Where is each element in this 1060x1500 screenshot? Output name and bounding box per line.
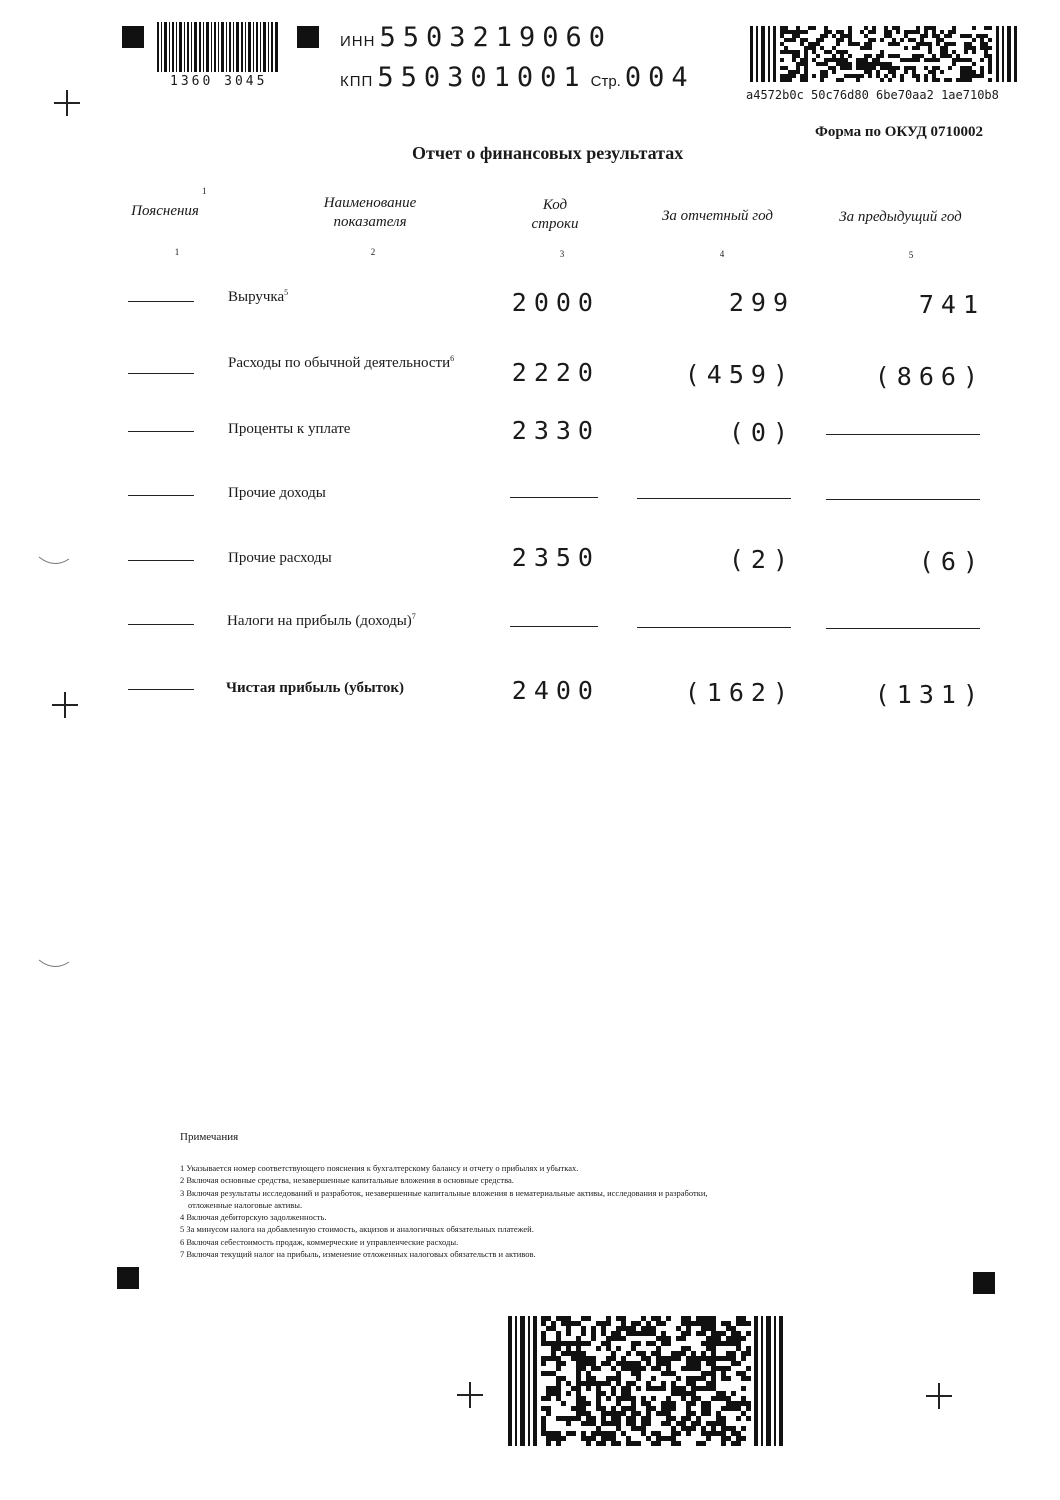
- explanation-dash: [128, 431, 194, 432]
- row-current-year-value: (459): [684, 360, 795, 389]
- crosshair-mark-bottom-left: [457, 1382, 483, 1408]
- form-okud-code: Форма по ОКУД 0710002: [815, 124, 984, 140]
- barcode-number: 1360 3045: [170, 74, 268, 89]
- note-item: 1 Указывается номер соответствующего пояснения к бухгалтерскому балансу и отчету о прибылях и убытках.: [180, 1163, 579, 1173]
- notes-title: Примечания: [180, 1131, 239, 1143]
- row-name-income-tax: Налоги на прибыль (доходы)$^7$: [227, 612, 416, 629]
- row-name-interest-payable: Проценты к уплате: [228, 421, 351, 437]
- report-title: Отчет о финансовых результатах: [412, 143, 684, 163]
- row-previous-year-dash: [826, 499, 980, 500]
- row-code: 2330: [511, 416, 600, 445]
- column-header-line-code: Код строки: [531, 197, 579, 232]
- column-header-explanations: Пояснения: [131, 203, 199, 219]
- bottom-2d-barcode: [508, 1316, 784, 1446]
- punch-hole-mark: [38, 958, 70, 972]
- crosshair-mark-top-left: [54, 90, 80, 116]
- page-value: 004: [624, 62, 695, 93]
- row-previous-year-value: 741: [918, 290, 985, 319]
- row-current-year-value: 299: [728, 288, 795, 317]
- column-header-indicator: Наименование показателя: [323, 195, 417, 230]
- column-number-2: 2: [370, 247, 376, 257]
- row-code-dash: [510, 626, 598, 627]
- row-name-revenue: Выручка$^5$: [228, 288, 289, 305]
- row-code: 2350: [511, 543, 600, 572]
- row-previous-year-dash: [826, 434, 980, 435]
- row-current-year-value: (2): [728, 545, 795, 574]
- column-number-3: 3: [559, 249, 565, 259]
- row-previous-year-value: (866): [874, 362, 985, 391]
- note-item: 5 За минусом налога на добавленную стоимость, акцизов и аналогичных обязательных платежей.: [180, 1224, 534, 1235]
- top-2d-barcode: [750, 26, 1018, 82]
- row-current-year-dash: [637, 498, 791, 499]
- notes-list: [180, 1162, 880, 1260]
- registration-square-top-left: [122, 26, 144, 48]
- row-code: 2400: [511, 676, 600, 705]
- inn-line: [340, 22, 612, 53]
- explanation-dash: [128, 495, 194, 496]
- inn-label: ИНН: [340, 33, 376, 50]
- row-name-net-profit: Чистая прибыль (убыток): [226, 680, 404, 696]
- document-hash: a4572b0c 50c76d80 6be70aa2 1ae710b8: [746, 88, 999, 102]
- page-label: Стр.: [590, 73, 621, 90]
- note-item: 3 Включая результаты исследований и разработок, незавершенные капитальные вложения в нематериальные активы, исследования и разработки,: [180, 1187, 708, 1198]
- row-current-year-dash: [637, 627, 791, 628]
- column-number-4: 4: [719, 249, 725, 259]
- column-header-previous-year: За предыдущий год: [839, 209, 962, 225]
- row-previous-year-value: (6): [918, 547, 985, 576]
- linear-barcode: [157, 22, 279, 72]
- explanation-dash: [128, 301, 194, 302]
- column-header-explanations-sup: 1: [202, 186, 207, 196]
- note-item: отложенные налоговые активы.: [188, 1199, 303, 1210]
- note-item: 6 Включая себестоимость продаж, коммерческие и управленческие расходы.: [180, 1236, 459, 1247]
- registration-square-bottom-left: [117, 1267, 139, 1289]
- note-item: 7 Включая текущий налог на прибыль, изменение отложенных налоговых обязательств и активов.: [180, 1249, 536, 1260]
- kpp-value: 550301001: [377, 62, 587, 93]
- punch-hole-mark: [38, 555, 70, 569]
- registration-square-top-middle: [297, 26, 319, 48]
- kpp-line: [340, 62, 695, 93]
- row-code-dash: [510, 497, 598, 498]
- crosshair-mark-middle-left: [52, 692, 78, 718]
- explanation-dash: [128, 624, 194, 625]
- column-header-current-year: За отчетный год: [661, 208, 774, 224]
- row-name-other-expenses: Прочие расходы: [228, 550, 332, 566]
- column-number-5: 5: [908, 250, 914, 260]
- explanation-dash: [128, 560, 194, 561]
- registration-square-bottom-right: [973, 1272, 995, 1294]
- note-item: 4 Включая дебиторскую задолженность.: [180, 1212, 327, 1223]
- row-previous-year-dash: [826, 628, 980, 629]
- crosshair-mark-bottom-right: [926, 1383, 952, 1409]
- explanation-dash: [128, 689, 194, 690]
- row-name-ordinary-expenses: Расходы по обычной деятельности$^6$: [228, 354, 455, 371]
- note-item: 2 Включая основные средства, незавершенные капитальные вложения в основные средства.: [180, 1175, 514, 1186]
- row-code: 2220: [511, 358, 600, 387]
- column-number-1: 1: [174, 247, 180, 257]
- inn-value: 5503219060: [379, 22, 613, 53]
- row-name-other-income: Прочие доходы: [228, 485, 326, 501]
- row-previous-year-value: (131): [874, 680, 985, 709]
- row-current-year-value: (0): [728, 418, 795, 447]
- explanation-dash: [128, 373, 194, 374]
- row-current-year-value: (162): [684, 678, 795, 707]
- kpp-label: КПП: [340, 73, 374, 90]
- row-code: 2000: [511, 288, 600, 317]
